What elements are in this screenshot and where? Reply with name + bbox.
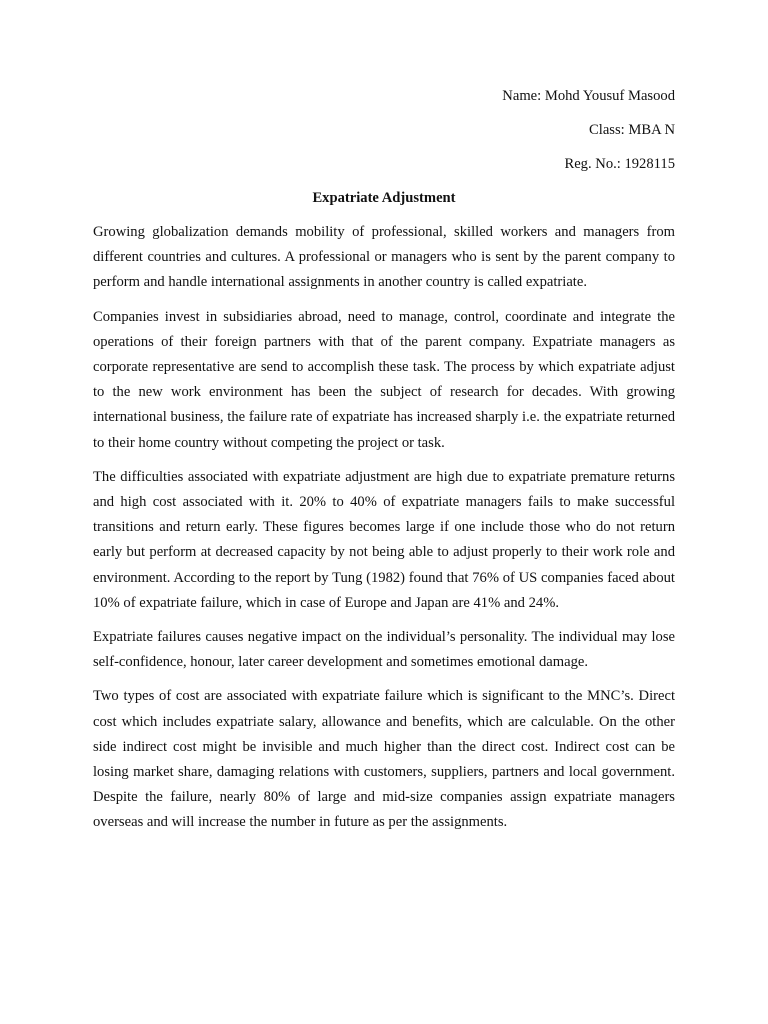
student-class: Class: MBA N <box>589 122 675 138</box>
paragraph-difficulties: The difficulties associated with expatriate adjustment are high due to expatriate premature returns and high cost associated with it. 20% to 40% of expatriate managers fails to make successful transitions and return early. These figures becomes large if one include those who do not return early but perform at decreased capacity by not being able to adjust properly to their work role and environment. According to the report by Tung (1982) found that 76% of US companies faced about 10% of expatriate failure, which in case of Europe and Japan are 41% and 24%. <box>93 468 675 611</box>
paragraph-failure-impact: Expatriate failures causes negative impact on the individual’s personality. The individual may lose self-confidence, honour, later career development and sometimes emotional damage. <box>93 629 675 671</box>
paragraph-globalization: Growing globalization demands mobility of professional, skilled workers and managers from different countries and cultures. A professional or managers who is sent by the parent company to perform and handle international assignments in another country is called expatriate. <box>93 224 675 291</box>
paragraph-costs: Two types of cost are associated with expatriate failure which is significant to the MNC’s. Direct cost which includes expatriate salary, allowance and benefits, which are calculable. On the other side indirect cost might be invisible and much higher than the direct cost. Indirect cost can be losing market share, damaging relations with customers, suppliers, partners and local government. Despite the failure, nearly 80% of large and mid-size companies assign expatriate managers overseas and will increase the number in future as per the assignments. <box>93 688 675 831</box>
document-title: Expatriate Adjustment <box>312 190 456 206</box>
document-page <box>93 84 675 845</box>
registration-number: Reg. No.: 1928115 <box>564 156 675 172</box>
student-name: Name: Mohd Yousuf Masood <box>502 88 675 104</box>
paragraph-subsidiaries: Companies invest in subsidiaries abroad, need to manage, control, coordinate and integrate the operations of their foreign partners with that of the parent company. Expatriate managers as corporate representative are send to accomplish these task. The process by which expatriate adjust to the new work environment has been the subject of research for decades. With growing international business, the failure rate of expatriate has increased sharply i.e. the expatriate returned to their home country without competing the project or task. <box>93 308 675 451</box>
